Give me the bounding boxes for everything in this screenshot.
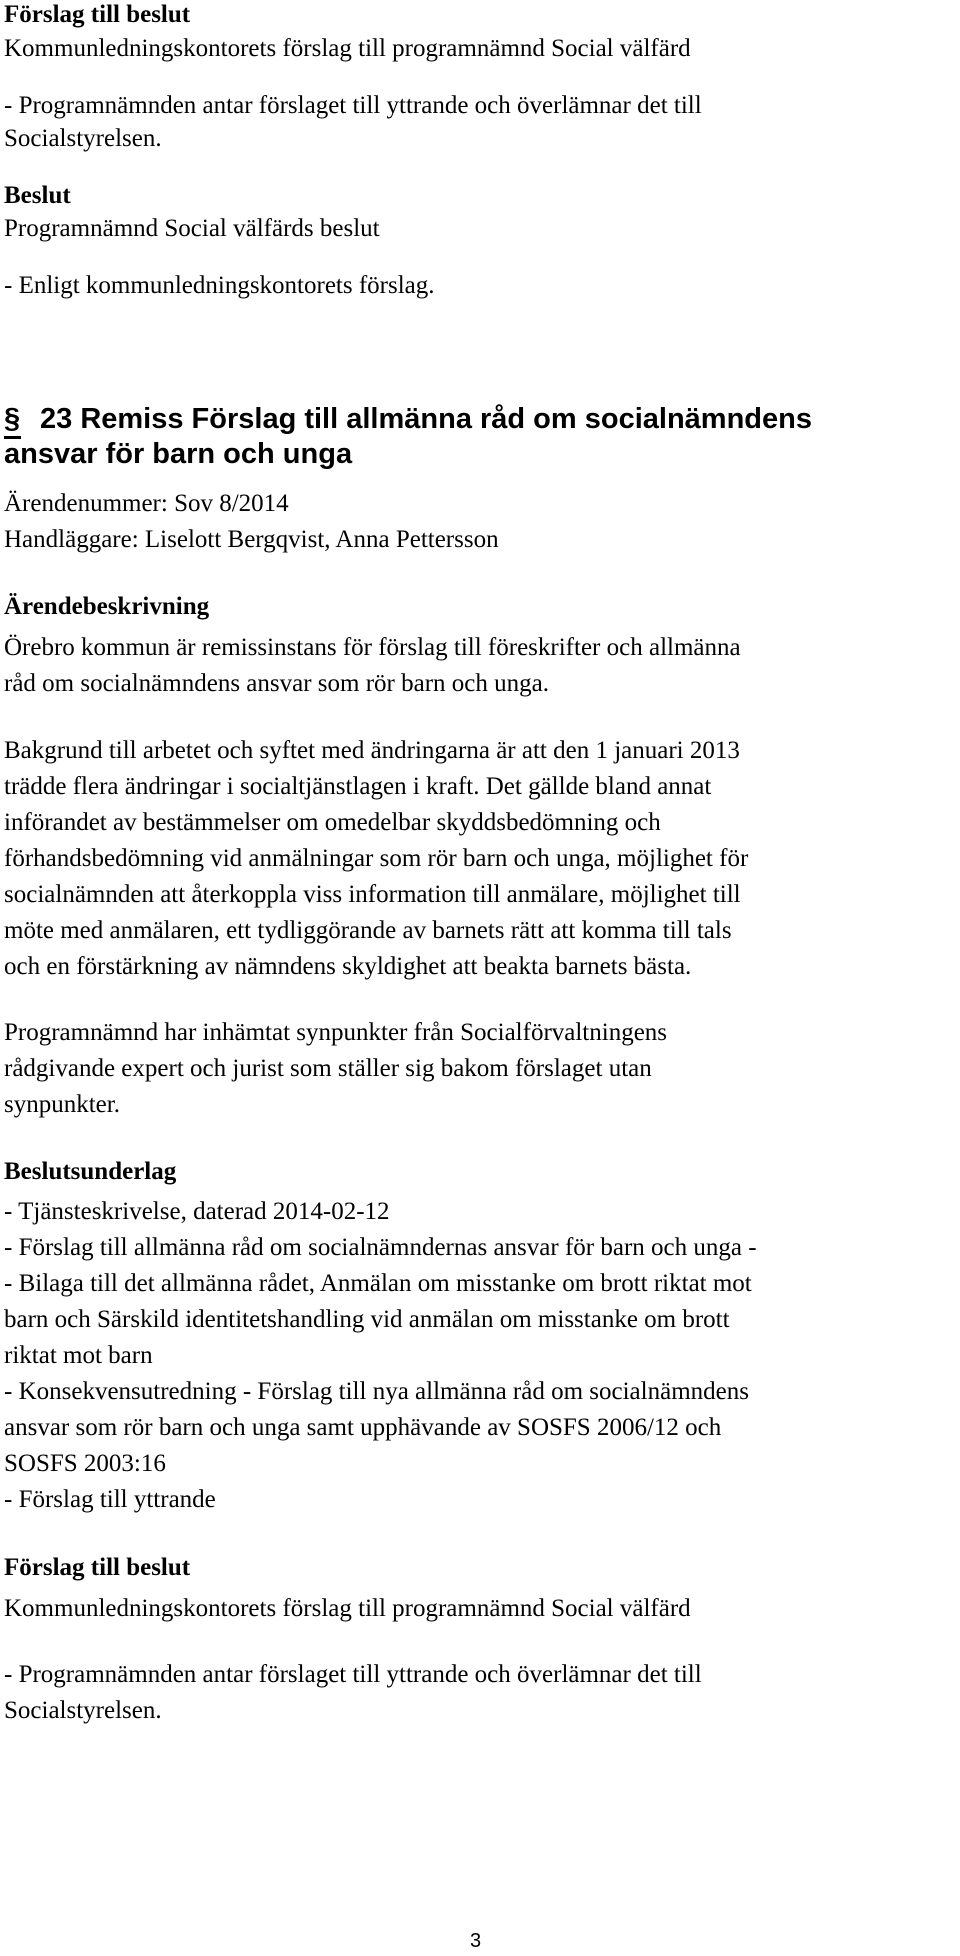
programnamnd-line: synpunkter. [4,1091,120,1118]
underlag-line: - Konsekvensutredning - Förslag till nya allmänna råd om socialnämndens [4,1378,749,1405]
programnamnd-line: rådgivande expert och jurist som ställer sig bakom förslaget utan [4,1055,652,1082]
underlag-line: riktat mot barn [4,1342,153,1369]
forslag-heading-top: Förslag till beslut [4,1,191,28]
page-number: 3 [470,1930,482,1952]
beslut-line-1: Programnämnd Social välfärds beslut [4,215,380,242]
item-title-line-2: ansvar för barn och unga [4,438,353,470]
forslag-line-bottom-3: Socialstyrelsen. [4,1697,162,1724]
forslag-line-top-2: - Programnämnden antar förslaget till yttrande och överlämnar det till [4,92,702,119]
item-title-line-1: 23 Remiss Förslag till allmänna råd om socialnämndens [40,403,812,435]
underlag-line: - Bilaga till det allmänna rådet, Anmälan om misstanke om brott riktat mot [4,1270,752,1297]
bakgrund-line: Bakgrund till arbetet och syftet med ändringarna är att den 1 januari 2013 [4,737,740,764]
beskrivning-line: råd om socialnämndens ansvar som rör barn och unga. [4,670,549,697]
forslag-line-top-1: Kommunledningskontorets förslag till programnämnd Social välfärd [4,35,691,62]
underlag-line: barn och Särskild identitetshandling vid anmälan om misstanke om brott [4,1306,730,1333]
bakgrund-line: socialnämnden att återkoppla viss information till anmälare, möjlighet till [4,881,741,908]
bakgrund-line: och en förstärkning av nämndens skyldighet att beakta barnets bästa. [4,953,692,980]
underlag-line: ansvar som rör barn och unga samt upphävande av SOSFS 2006/12 och [4,1414,722,1441]
underlag-line: - Förslag till yttrande [4,1486,216,1513]
forslag-line-bottom-2: - Programnämnden antar förslaget till yttrande och överlämnar det till [4,1661,702,1688]
bakgrund-line: möte med anmälaren, ett tydliggörande av barnets rätt att komma till tals [4,917,732,944]
bakgrund-line: förhandsbedömning vid anmälningar som rör barn och unga, möjlighet för [4,845,749,872]
forslag-line-top-3: Socialstyrelsen. [4,125,162,152]
underlag-line: SOSFS 2003:16 [4,1450,166,1477]
programnamnd-line: Programnämnd har inhämtat synpunkter från Socialförvaltningens [4,1019,668,1046]
beslutsunderlag-heading: Beslutsunderlag [4,1158,177,1185]
forslag-line-bottom-1: Kommunledningskontorets förslag till programnämnd Social välfärd [4,1595,691,1622]
underlag-line: - Förslag till allmänna råd om socialnämndernas ansvar för barn och unga - [4,1234,757,1261]
bakgrund-line: införandet av bestämmelser om omedelbar skyddsbedömning och [4,809,661,836]
underlag-line: - Tjänsteskrivelse, daterad 2014-02-12 [4,1198,390,1225]
arendenummer: Ärendenummer: Sov 8/2014 [4,490,289,517]
arendebeskrivning-heading: Ärendebeskrivning [4,593,210,620]
forslag-heading-bottom: Förslag till beslut [4,1554,191,1581]
beslut-line-2: - Enligt kommunledningskontorets förslag. [4,272,435,299]
handlaggare: Handläggare: Liselott Bergqvist, Anna Pettersson [4,526,499,553]
bakgrund-line: trädde flera ändringar i socialtjänstlagen i kraft. Det gällde bland annat [4,773,712,800]
beslut-heading: Beslut [4,182,71,209]
section-mark: § [4,403,21,435]
beskrivning-line: Örebro kommun är remissinstans för förslag till föreskrifter och allmänna [4,634,741,661]
